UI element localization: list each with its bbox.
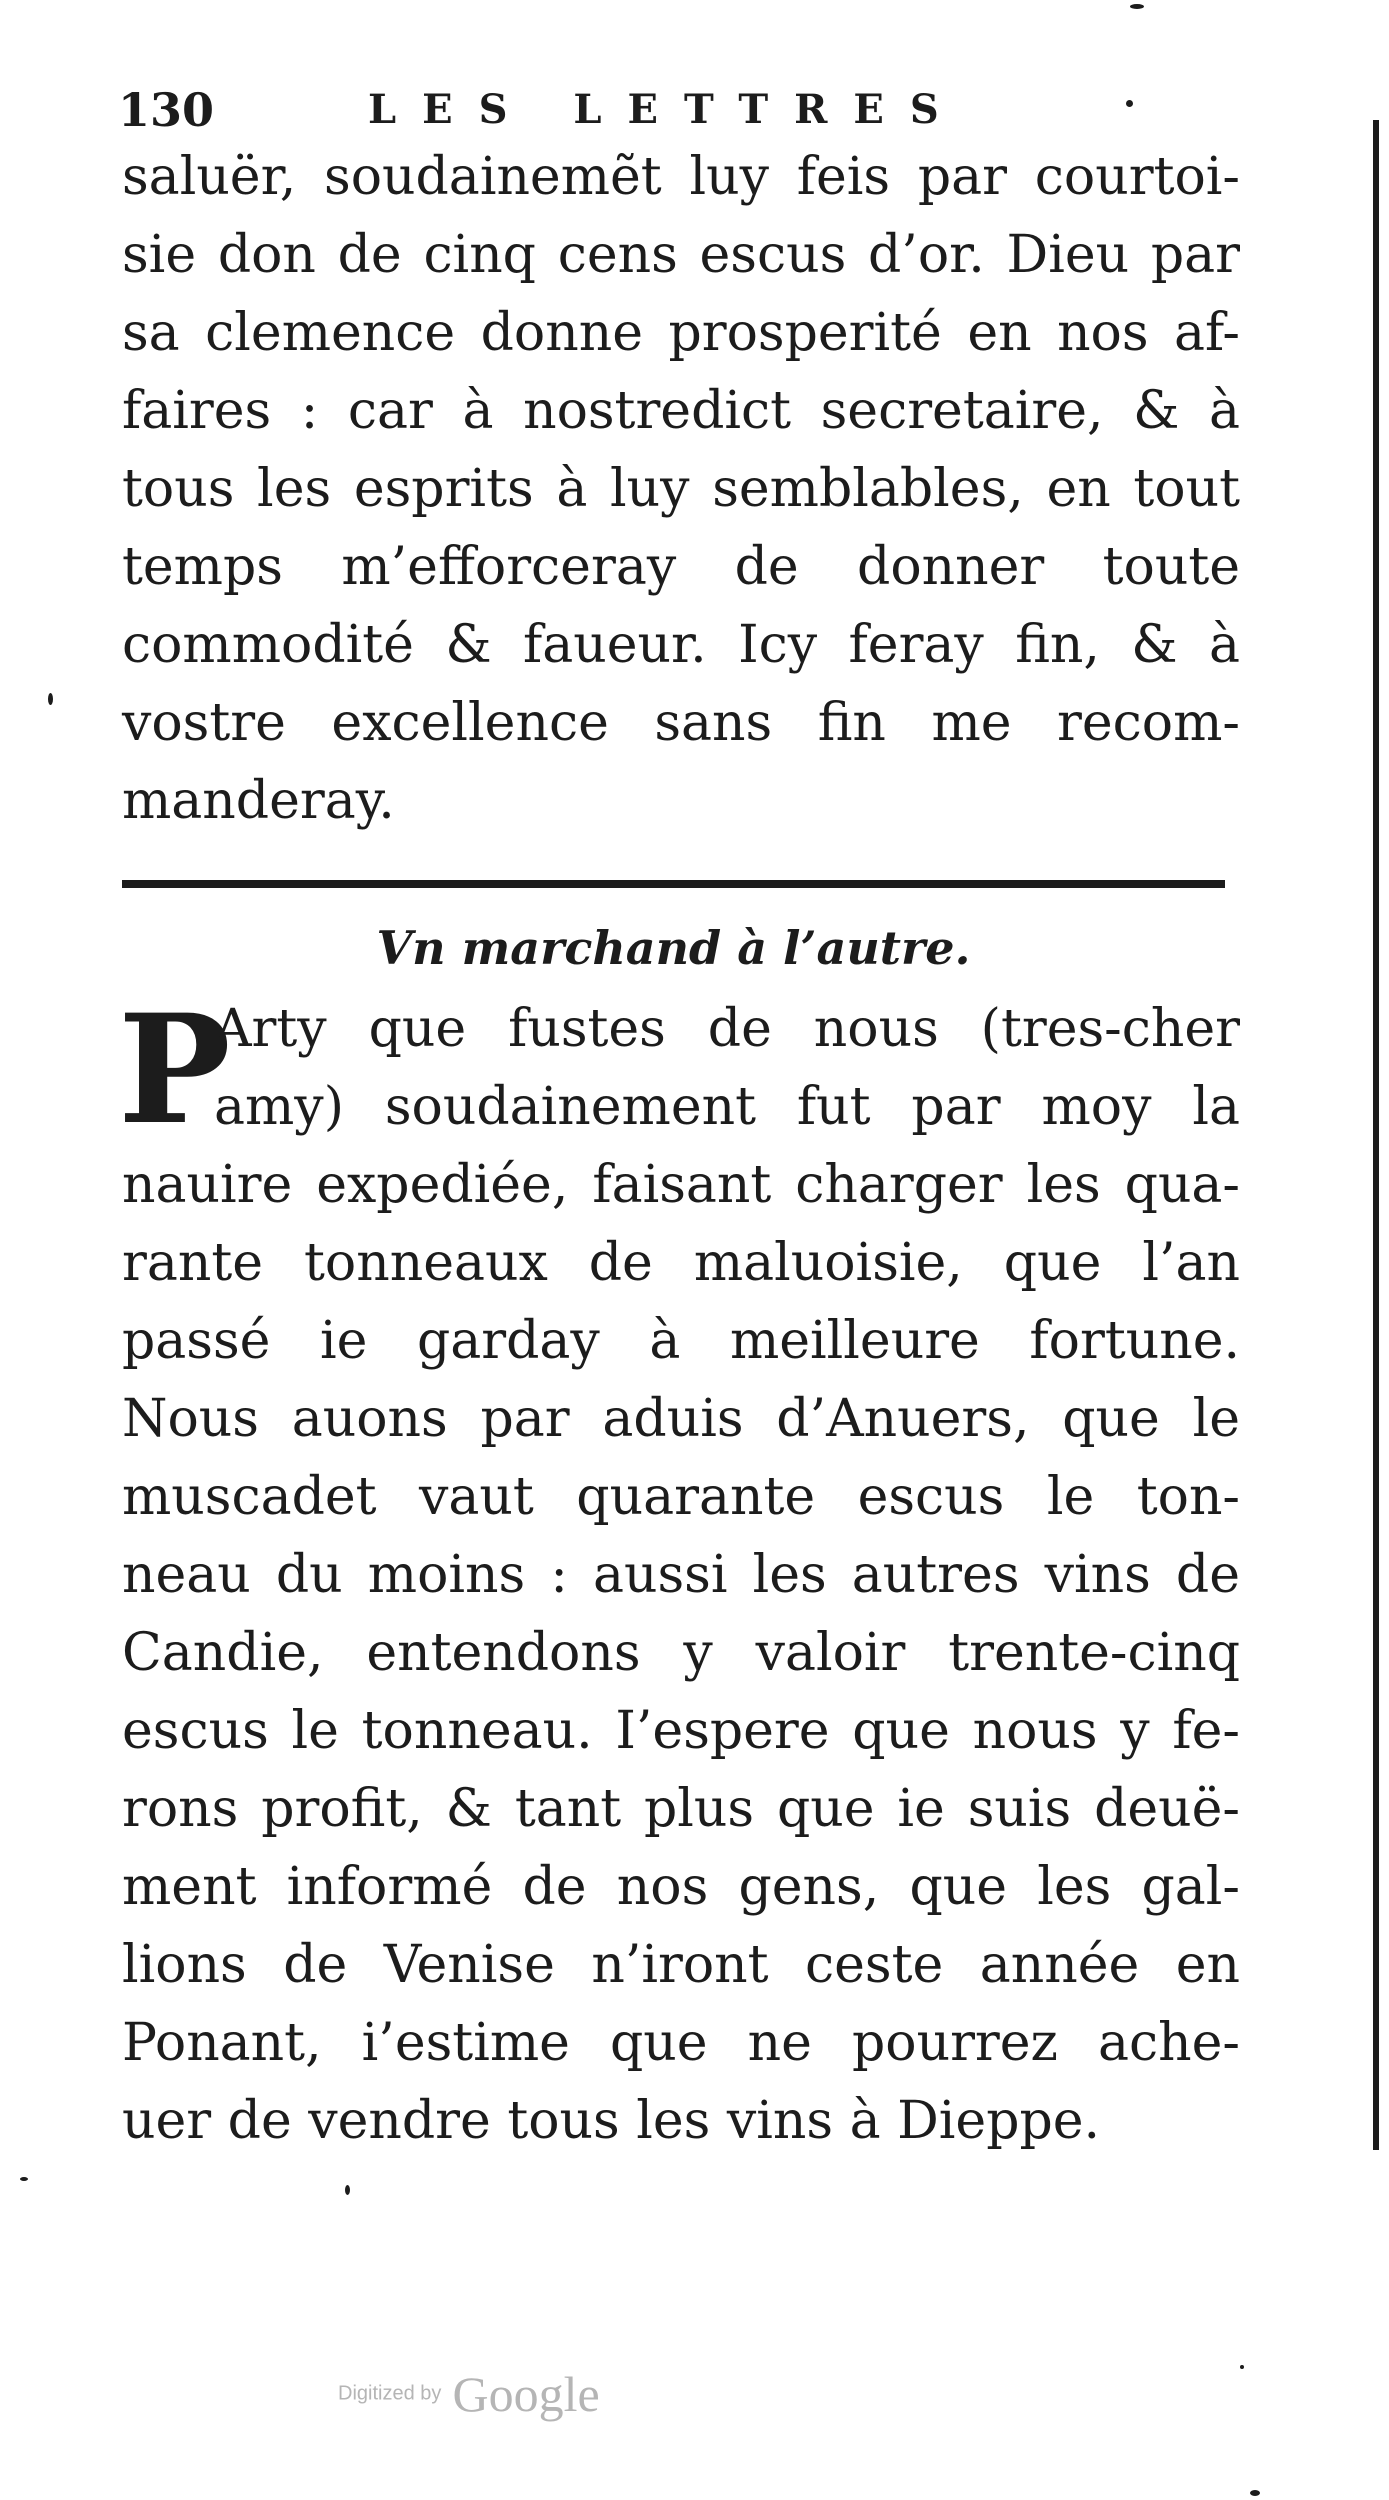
- text-line: commodité & faueur. Icy feray fin, & à: [122, 615, 1240, 675]
- digitized-watermark: [338, 2365, 600, 2423]
- text-line: amy) soudainement fut par moy la: [214, 1077, 1240, 1137]
- ink-speck: [1126, 100, 1133, 107]
- running-title: LES LETTRES: [368, 86, 965, 133]
- drop-cap-initial: P: [118, 982, 231, 1158]
- text-line: rons profit, & tant plus que ie suis deuë-: [122, 1779, 1240, 1839]
- page-header: [118, 80, 1238, 140]
- text-line: sa clemence donne prosperité en nos af-: [122, 303, 1240, 363]
- text-line: Ponant, i’estime que ne pourrez ache-: [122, 2013, 1240, 2073]
- section-divider-rule: [122, 880, 1225, 888]
- text-line: muscadet vaut quarante escus le ton-: [122, 1467, 1240, 1527]
- letter-body: [122, 990, 1240, 2160]
- text-line: sie don de cinq cens escus d’or. Dieu par: [122, 225, 1240, 285]
- scan-edge-shadow: [1373, 120, 1379, 2150]
- text-line: passé ie garday à meilleure fortune.: [122, 1311, 1240, 1371]
- text-line: Arty que fustes de nous (tres-cher: [214, 999, 1240, 1059]
- ink-speck: [1250, 2490, 1260, 2496]
- text-line: rante tonneaux de maluoisie, que l’an: [122, 1233, 1240, 1293]
- google-logo: Google: [452, 2366, 600, 2422]
- text-line: uer de vendre tous les vins à Dieppe.: [122, 2091, 1101, 2151]
- text-line: tous les esprits à luy semblables, en tout: [122, 459, 1240, 519]
- ink-speck: [1240, 2365, 1244, 2369]
- text-line: neau du moins : aussi les autres vins de: [122, 1545, 1240, 1605]
- text-line: saluër, soudainemẽt luy feis par courtoi-: [122, 147, 1240, 207]
- text-line: manderay.: [122, 771, 395, 831]
- text-line: faires : car à nostredict secretaire, & à: [122, 381, 1240, 441]
- letter-title: Vn marchand à l’autre.: [376, 921, 971, 975]
- text-line: Nous auons par aduis d’Anuers, que le: [122, 1389, 1240, 1449]
- text-line: escus le tonneau. I’espere que nous y fe-: [122, 1701, 1240, 1761]
- ink-speck: [48, 693, 53, 705]
- previous-letter-ending: [122, 138, 1240, 840]
- text-line: lions de Venise n’iront ceste année en: [122, 1935, 1240, 1995]
- ink-speck: [20, 2177, 28, 2181]
- page-number: 130: [118, 83, 215, 137]
- text-line: temps m’efforceray de donner toute: [122, 537, 1240, 597]
- text-line: ment informé de nos gens, que les gal-: [122, 1857, 1240, 1917]
- text-line: Candie, entendons y valoir trente-cinq: [122, 1623, 1240, 1683]
- ink-speck: [345, 2185, 350, 2195]
- ink-speck: [1130, 4, 1144, 9]
- text-line: vostre excellence sans fin me recom-: [122, 693, 1240, 753]
- text-line: nauire expediée, faisant charger les qua-: [122, 1155, 1240, 1215]
- watermark-prefix: Digitized by: [338, 2382, 442, 2405]
